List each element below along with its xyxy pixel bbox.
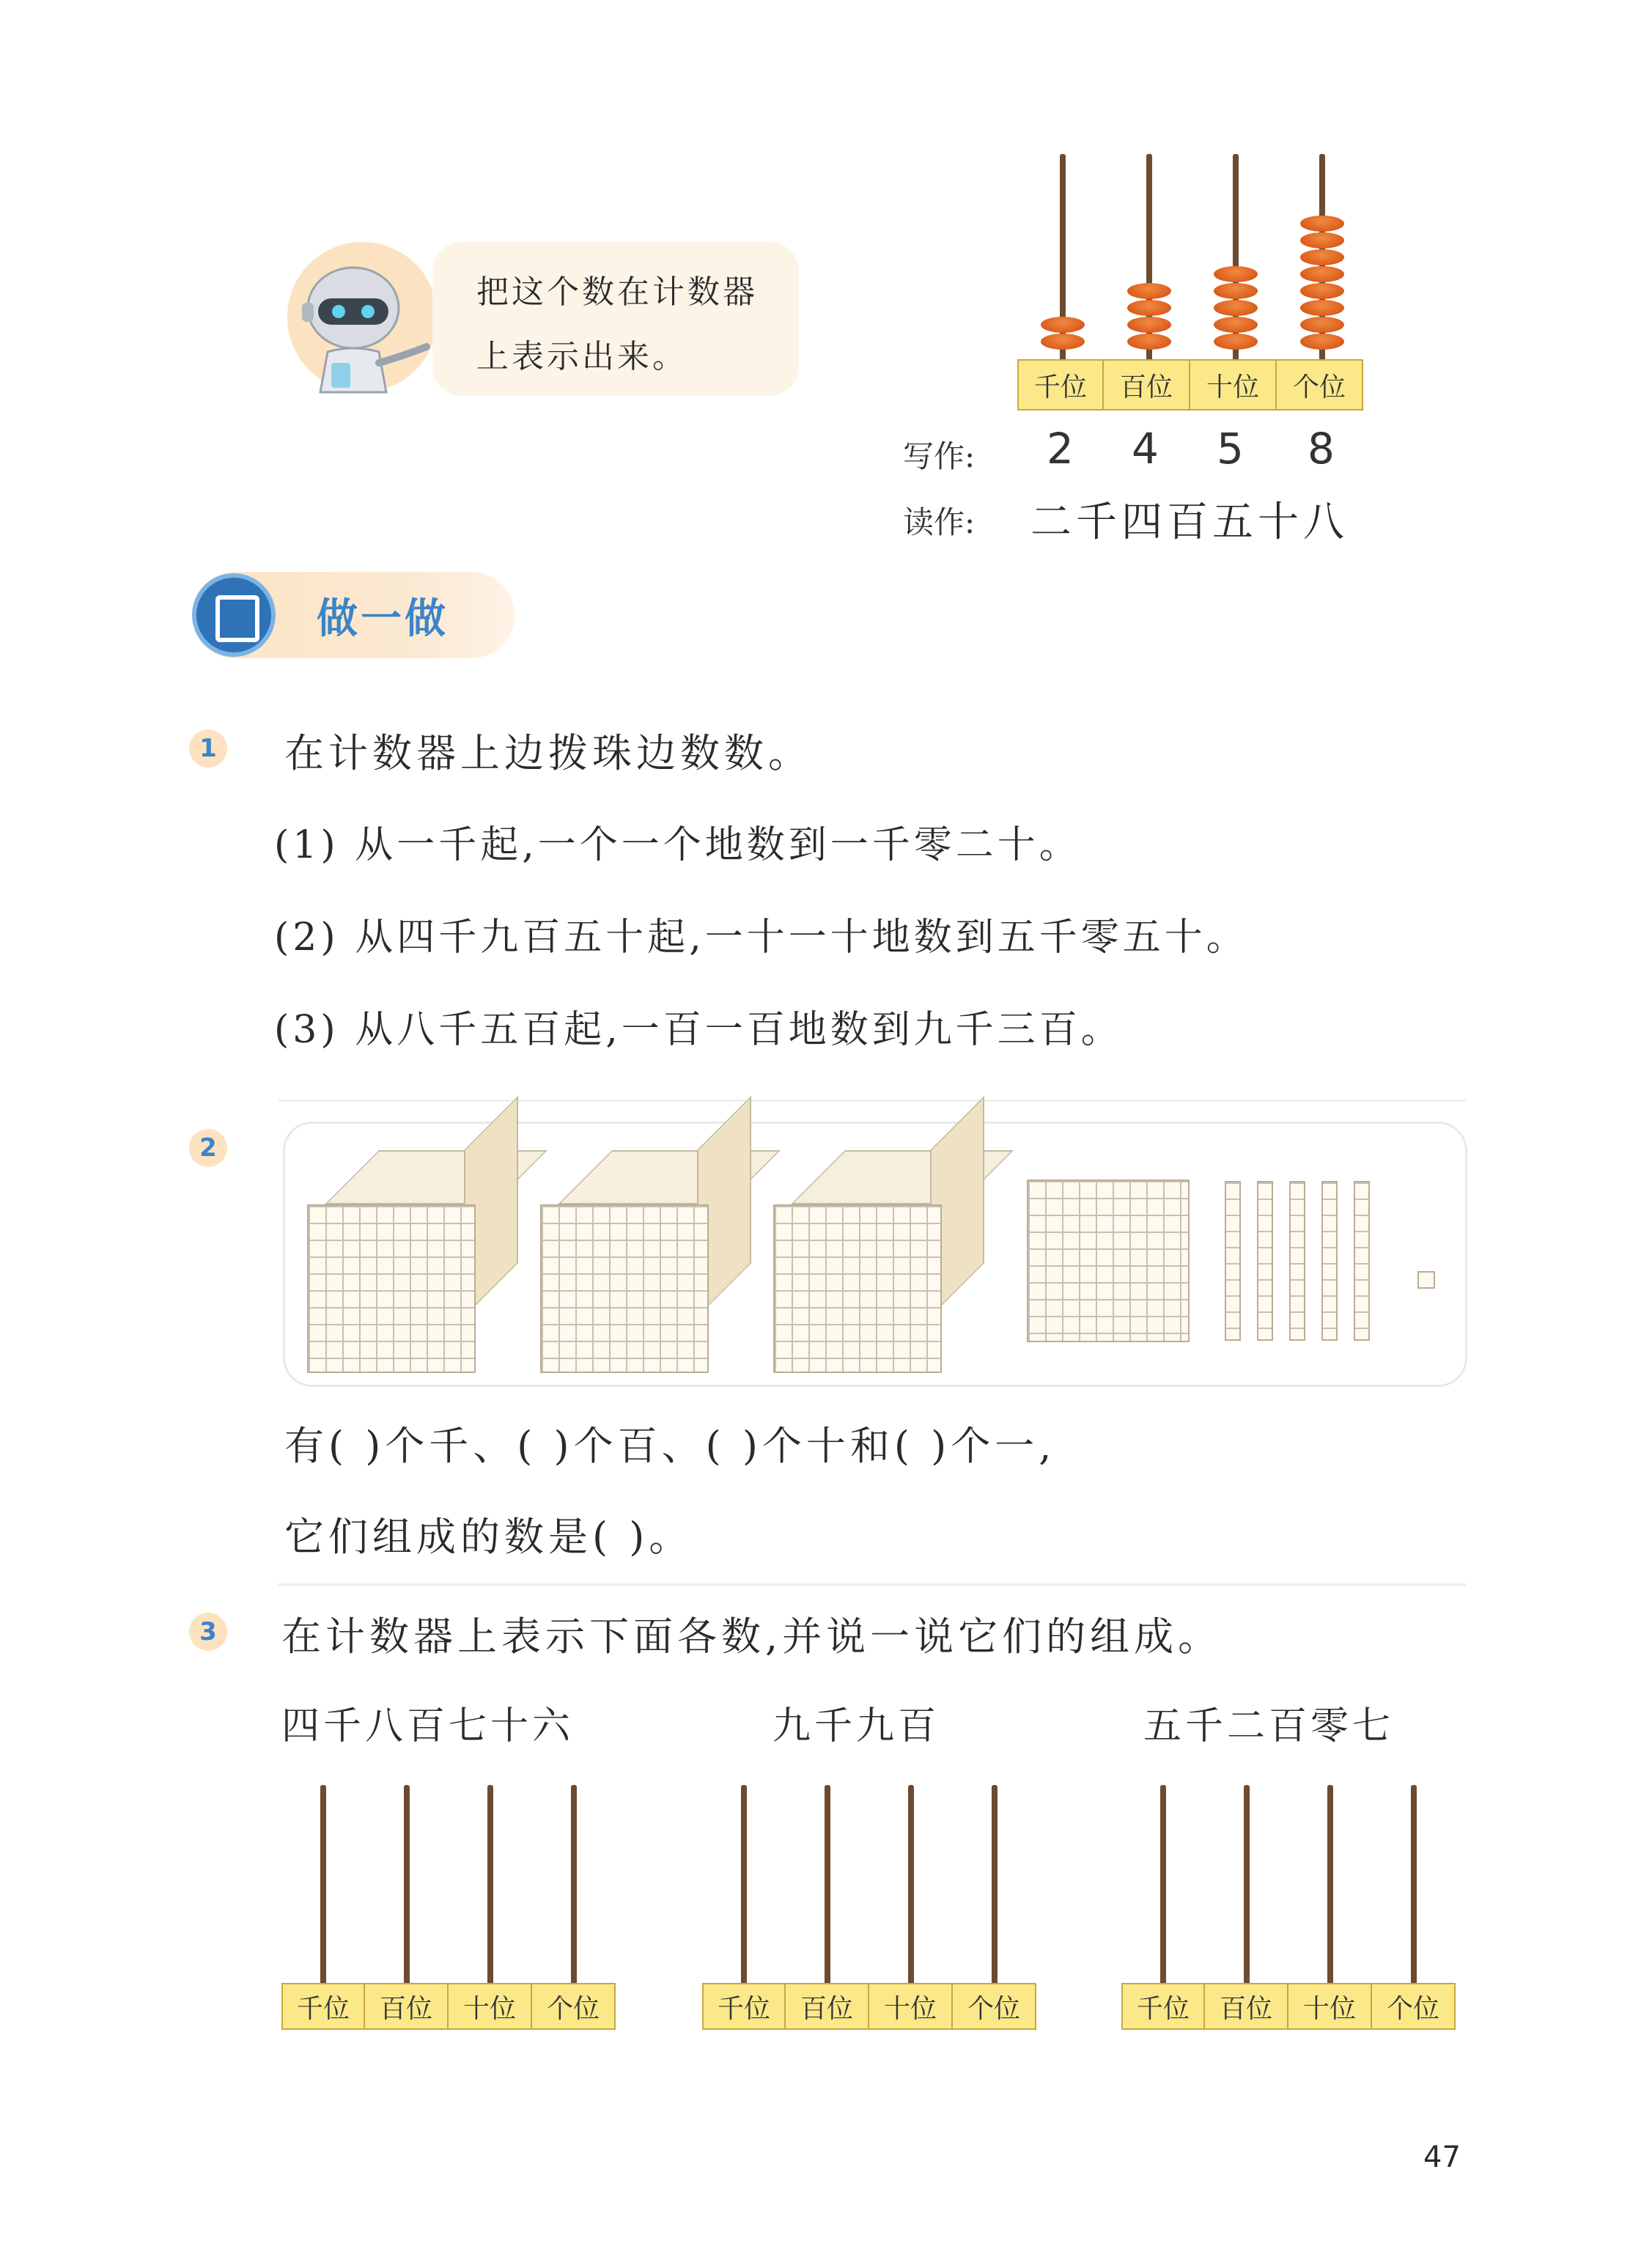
page-number: 47 [1423,2141,1461,2174]
abacus-bead-tens [1214,283,1258,299]
read-value: 二千四百五十八 [1030,498,1349,546]
ten-rod [1257,1181,1273,1341]
digit-thousands: 2 [1047,424,1074,474]
abacus-rod [908,1785,914,1992]
abacus-bead-hundreds [1127,334,1171,350]
place-label-thousands: 千位 [702,1983,786,2030]
place-label-hundreds: 百位 [1205,1983,1288,2030]
thousand-cube [307,1204,476,1373]
abacus-bead-thousands [1041,317,1085,333]
ten-rod [1289,1181,1305,1341]
question-number-2: 2 [189,1129,227,1167]
abacus-bead-hundreds [1127,283,1171,299]
empty-abacus-2[interactable] [702,1785,1039,2034]
hundred-flat [1027,1179,1190,1342]
question-3-text: 在计数器上表示下面各数,并说一说它们的组成。 [281,1613,1223,1660]
abacus-bead-ones [1300,266,1344,282]
place-label-thousands: 千位 [281,1983,365,2030]
abacus-bead-tens [1214,334,1258,350]
question-1-item-2: (2) 从四千九百五十起,一十一十地数到五千零五十。 [274,916,1248,960]
write-label: 写作: [903,438,976,474]
ten-rod [1354,1181,1370,1341]
abacus-rod [487,1785,493,1992]
number-word-1: 四千八百七十六 [281,1704,575,1748]
place-label-hundreds: 百位 [1104,359,1190,411]
place-label-hundreds: 百位 [365,1983,449,2030]
robot-icon [287,253,441,396]
base-ten-blocks-panel [283,1122,1467,1387]
abacus-bead-thousands [1041,334,1085,350]
place-label-tens: 十位 [869,1983,953,2030]
number-word-3: 五千二百零七 [1143,1704,1395,1748]
abacus-bead-hundreds [1127,300,1171,316]
abacus-rod [1244,1785,1250,1992]
one-unit-cube [1417,1271,1435,1289]
digit-ones: 8 [1308,424,1335,474]
place-label-tens: 十位 [1288,1983,1372,2030]
abacus-bead-hundreds [1127,317,1171,333]
digit-hundreds: 4 [1132,424,1159,474]
divider [279,1100,1466,1102]
empty-abacus-1[interactable] [281,1785,619,2034]
abacus-rod [404,1785,410,1992]
place-label-thousands: 千位 [1017,359,1104,411]
question-number-1: 1 [189,729,227,768]
abacus-rod [1327,1785,1333,1992]
ten-rod [1321,1181,1338,1341]
abacus-bead-ones [1300,300,1344,316]
abacus-place-labels [702,1983,1036,2030]
abacus-bead-tens [1214,266,1258,282]
abacus-bead-ones [1300,334,1344,350]
bubble-line-1: 把这个数在计数器 [476,273,758,311]
place-label-ones: 个位 [1277,359,1363,411]
abacus-place-labels [1017,359,1363,411]
empty-abacus-3[interactable] [1121,1785,1459,2034]
abacus-rod [992,1785,998,1992]
abacus-rod [320,1785,326,1992]
question-2-line-1: 有( )个千、( )个百、( )个十和( )个一, [284,1423,1056,1469]
ten-rod [1225,1181,1241,1341]
section-title: 做一做 [317,595,449,643]
speech-bubble-text [476,260,758,389]
abacus-bead-tens [1214,300,1258,316]
abacus-rod [741,1785,747,1992]
place-label-ones: 个位 [953,1983,1036,2030]
practice-icon [192,573,276,657]
abacus-rod [571,1785,577,1992]
place-label-tens: 十位 [449,1983,532,2030]
read-label: 读作: [903,504,976,540]
abacus-bead-ones [1300,216,1344,232]
abacus-place-labels [1121,1983,1456,2030]
abacus-bead-ones [1300,232,1344,249]
abacus-bead-ones [1300,249,1344,265]
question-1-text: 在计数器上边拨珠边数数。 [284,730,812,776]
question-2-line-2: 它们组成的数是( )。 [284,1514,693,1560]
question-1-item-3: (3) 从八千五百起,一百一百地数到九千三百。 [274,1008,1123,1052]
abacus-place-labels [281,1983,616,2030]
thousand-cube [773,1204,942,1373]
place-label-ones: 个位 [1372,1983,1456,2030]
abacus-bead-tens [1214,317,1258,333]
place-label-thousands: 千位 [1121,1983,1205,2030]
place-label-ones: 个位 [532,1983,616,2030]
abacus-bead-ones [1300,317,1344,333]
abacus-rod [1160,1785,1166,1992]
place-label-tens: 十位 [1190,359,1277,411]
number-word-2: 九千九百 [772,1704,940,1748]
abacus-bead-ones [1300,283,1344,299]
bubble-line-2: 上表示出来。 [476,338,687,375]
place-label-hundreds: 百位 [786,1983,869,2030]
abacus-rod [1411,1785,1417,1992]
divider [279,1583,1466,1586]
thousand-cube [540,1204,709,1373]
example-abacus [1017,154,1369,411]
abacus-rod [825,1785,830,1992]
question-1-item-1: (1) 从一千起,一个一个地数到一千零二十。 [274,823,1081,867]
question-number-3: 3 [189,1613,227,1651]
digit-tens: 5 [1217,424,1244,474]
